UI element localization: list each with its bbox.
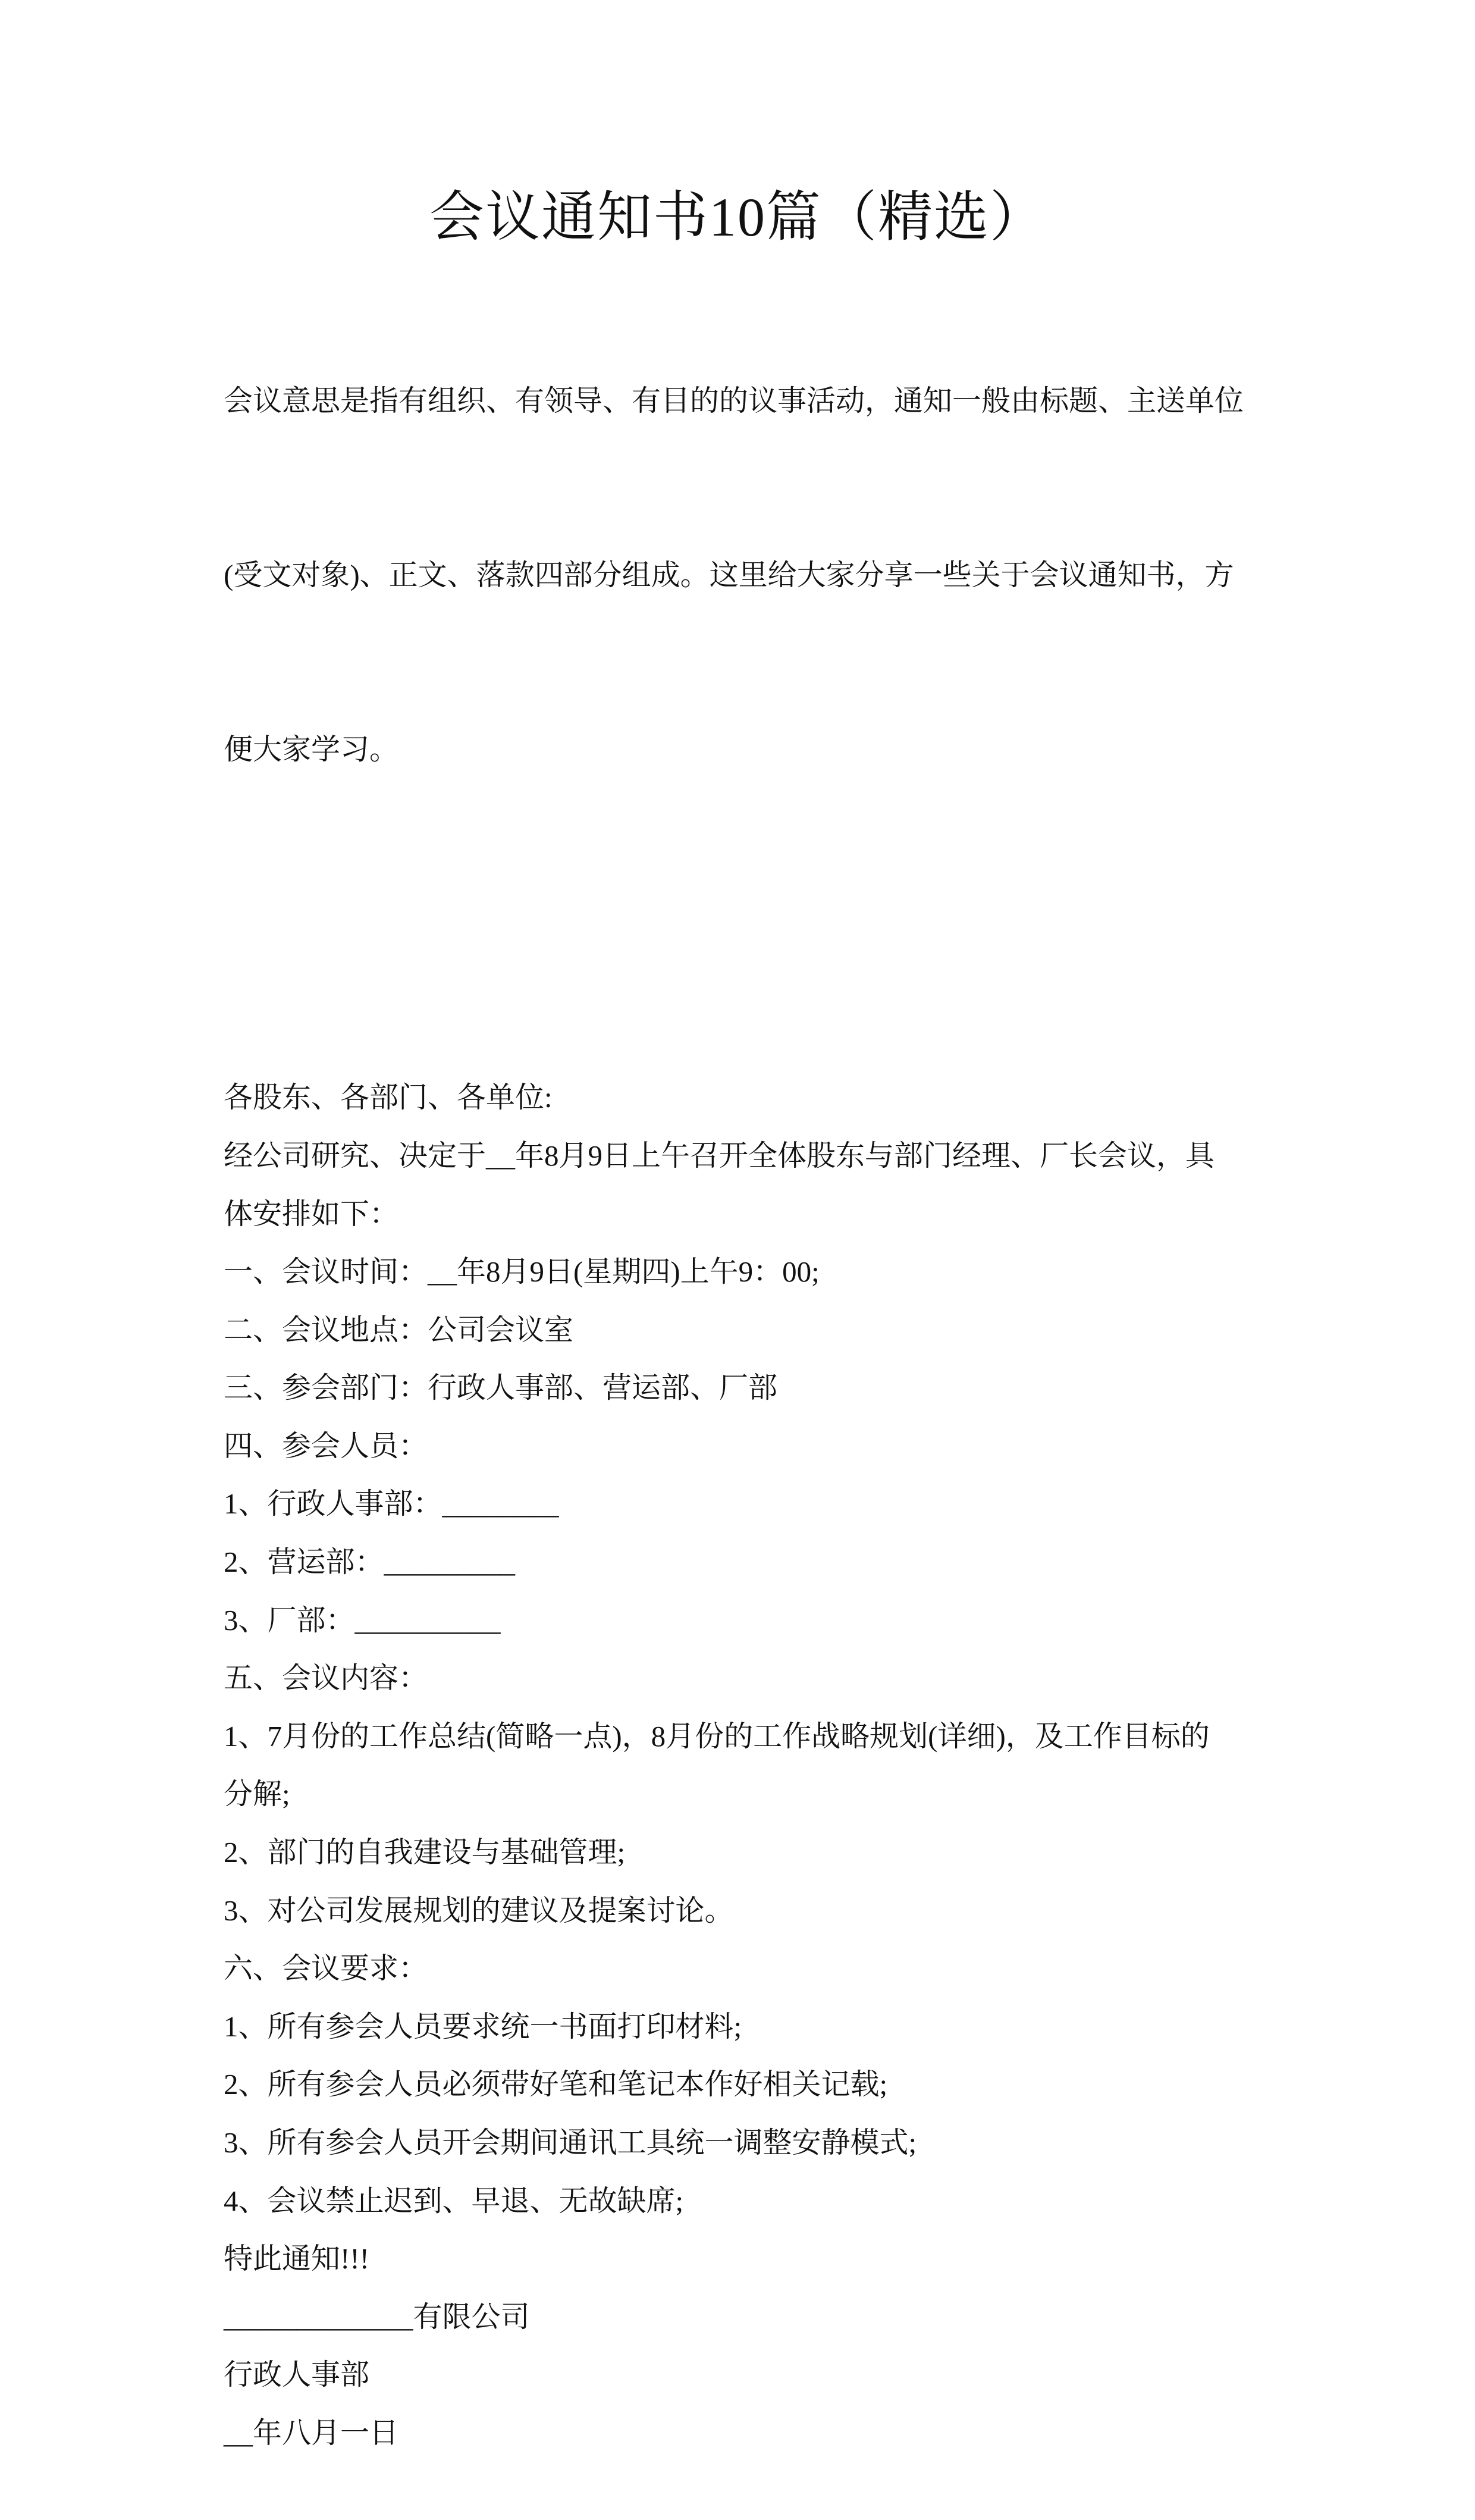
document-body <box>224 256 1259 2520</box>
intro-line: 便大家学习。 <box>224 732 399 766</box>
intro-line: (受文对象)、正文、落款四部分组成。这里给大家分享一些关于会议通知书，方 <box>224 558 1234 591</box>
notice-line: 特此通知!!! <box>224 2242 369 2275</box>
notice-line: 2、所有参会人员必须带好笔和笔记本作好相关记载; <box>224 2068 888 2101</box>
notice-line: 4、会议禁止迟到、早退、无故缺席; <box>224 2184 684 2217</box>
notice-line: 1、行政人事部：________ <box>224 1487 559 1521</box>
notice-line: 分解; <box>224 1778 290 1811</box>
notice-line: 六、会议要求： <box>224 1952 428 1985</box>
notice-line: 二、会议地点：公司会议室 <box>224 1313 574 1346</box>
notice-line: 五、会议内容： <box>224 1662 428 1695</box>
notice-line: 四、参会人员： <box>224 1429 428 1462</box>
notice-line: 三、参会部门：行政人事部、营运部、厂部 <box>224 1371 778 1405</box>
document-title: 会议通知书10篇（精选） <box>429 187 1046 247</box>
notice-line: 3、厂部：__________ <box>224 1603 501 1637</box>
notice-line: 一、会议时间：__年8月9日(星期四)上午9：00; <box>224 1255 820 1289</box>
notice-line: 体安排如下： <box>224 1197 399 1230</box>
notice-line: 行政人事部 <box>224 2358 370 2392</box>
notice-line: 各股东、各部门、各单位: <box>224 1081 553 1114</box>
notice-line: 1、7月份的工作总结(简略一点)，8月份的工作战略规划(详细)，及工作目标的 <box>224 1719 1210 1753</box>
notice-line: 经公司研究、决定于__年8月9日上午召开全体股东与部门经理、厂长会议，具 <box>224 1139 1215 1172</box>
notice-line: 2、部门的自我建设与基础管理; <box>224 1836 626 1869</box>
intro-line: 会议意思是指有组织、有领导、有目的的议事活动，通知一般由标题、主送单位 <box>224 384 1244 418</box>
blank-line <box>224 895 1259 953</box>
notice-line: 1、所有参会人员要求统一书面打印材料; <box>224 2010 742 2043</box>
notice-line: _____________有限公司 <box>224 2300 530 2333</box>
notice-body <box>224 1068 1259 2462</box>
notice-line: __年八月一日 <box>224 2416 399 2449</box>
notice-line: 3、对公司发展规划的建议及提案讨论。 <box>224 1894 734 1927</box>
notice-line: 2、营运部：_________ <box>224 1546 516 1579</box>
notice-line: 3、所有参会人员开会期间通讯工具统一调整安静模式; <box>224 2126 917 2159</box>
